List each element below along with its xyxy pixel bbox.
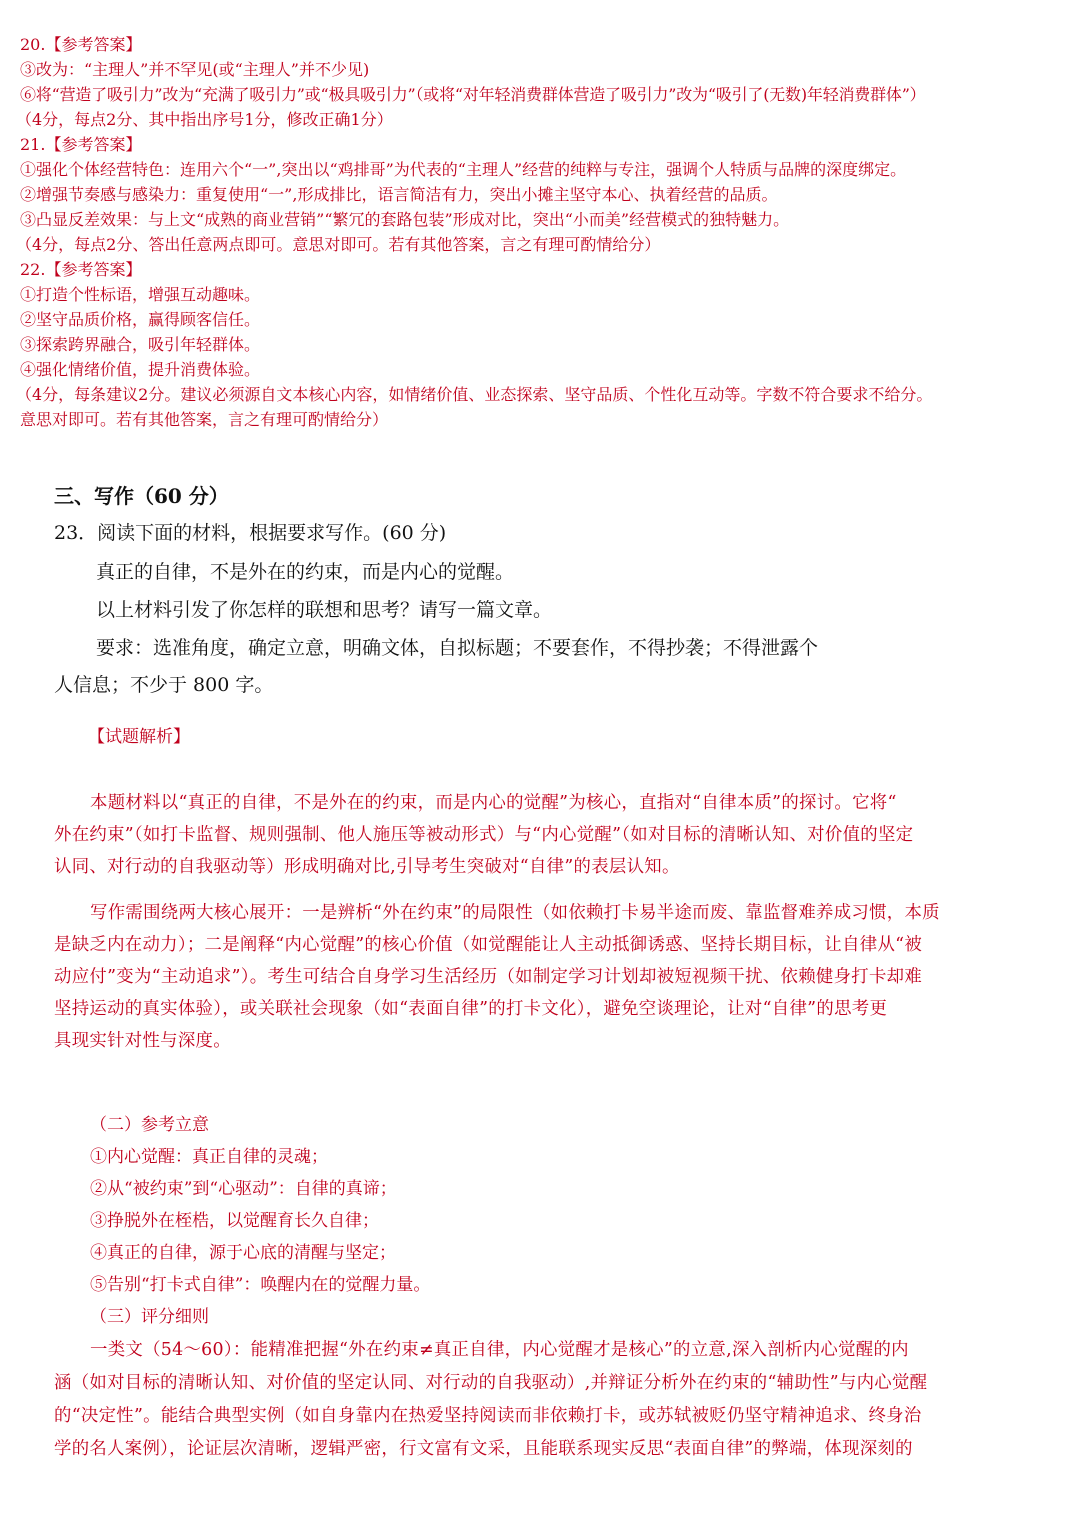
q20-line-1: ③改为：“主理人”并不罕见(或“主理人”并不少见) <box>20 60 370 79</box>
analysis-para2-line-5: 具现实针对性与深度。 <box>54 1031 231 1051</box>
q22-line-3: ③探索跨界融合，吸引年轻群体。 <box>20 335 261 354</box>
q23-requirement-line-2: 人信息；不少于 800 字。 <box>54 674 274 696</box>
analysis-para1-line-2: 外在约束”（如打卡监督、规则强制、他人施压等被动形式）与“内心觉醒”（如对目标的清晰认知、对价值的坚定 <box>54 825 914 845</box>
q23-prompt: 23．阅读下面的材料，根据要求写作。(60 分) <box>54 522 447 544</box>
analysis-para2-line-2: 是缺乏内在动力）；二是阐释“内心觉醒”的核心价值（如觉醒能让人主动抵御诱惑、坚持长期目标，让自律从“被 <box>54 935 923 955</box>
q21-line-2: ②增强节奏感与感染力：重复使用“一”,形成排比，语言简洁有力，突出小摊主坚守本心、执着经营的品质。 <box>20 185 778 204</box>
q21-line-3: ③凸显反差效果：与上文“成熟的商业营销”“繁冗的套路包装”形成对比，突出“小而美”经营模式的独特魅力。 <box>20 210 790 229</box>
theme-item: ⑤告别“打卡式自律”：唤醒内在的觉醒力量。 <box>90 1275 431 1295</box>
q21-line-1: ①强化个体经营特色：连用六个“一”,突出以“鸡排哥”为代表的“主理人”经营的纯粹与专注，强调个人特质与品牌的深度绑定。 <box>20 160 907 179</box>
analysis-para2-line-1: 写作需围绕两大核心展开：一是辨析“外在约束”的局限性（如依赖打卡易半途而废、靠监督难养成习惯，本质 <box>90 903 940 923</box>
analysis-para1-line-1: 本题材料以“真正的自律，不是外在的约束，而是内心的觉醒”为核心，直指对“自律本质”的探讨。它将“ <box>90 793 897 813</box>
analysis-para2-line-4: 坚持运动的真实体验），或关联社会现象（如“表面自律”的打卡文化），避免空谈理论，让对“自律”的思考更 <box>54 999 888 1019</box>
theme-item: ④真正的自律，源于心底的清醒与坚定； <box>90 1243 396 1263</box>
q22-line-2: ②坚守品质价格，赢得顾客信任。 <box>20 310 261 329</box>
q22-line-4: ④强化情绪价值，提升消费体验。 <box>20 360 261 379</box>
q22-line-5: （4分，每条建议2分。建议必须源自文本核心内容，如情绪价值、业态探索、坚守品质、个性化互动等。字数不符合要求不给分。 <box>16 385 933 404</box>
writing-section-title: 三、写作（60 分） <box>54 484 229 508</box>
scoring-line-4: 学的名人案例），论证层次清晰，逻辑严密，行文富有文采，且能联系现实反思“表面自律”的弊端，体现深刻的 <box>54 1439 913 1459</box>
q20-line-2: ⑥将“营造了吸引力”改为“充满了吸引力”或“极具吸引力”（或将“对年轻消费群体营造了吸引力”改为“吸引了(无数)年轻消费群体”） <box>20 85 926 104</box>
theme-item: ②从“被约束”到“心驱动”：自律的真谛； <box>90 1179 397 1199</box>
q20-title: 20.【参考答案】 <box>20 35 142 54</box>
scoring-title: （三）评分细则 <box>90 1307 209 1327</box>
q23-requirement-line-1: 要求：选准角度，确定立意，明确文体，自拟标题；不要套作，不得抄袭；不得泄露个 <box>96 637 819 659</box>
theme-item: ③挣脱外在桎梏，以觉醒育长久自律； <box>90 1211 379 1231</box>
q22-line-1: ①打造个性标语，增强互动趣味。 <box>20 285 261 304</box>
q23-question: 以上材料引发了你怎样的联想和思考？请写一篇文章。 <box>96 599 553 621</box>
analysis-para2-line-3: 动应付”变为“主动追求”）。考生可结合自身学习生活经历（如制定学习计划却被短视频干扰、依赖健身打卡却难 <box>54 967 923 987</box>
scoring-line-2: 涵（如对目标的清晰认知、对价值的坚定认同、对行动的自我驱动）,并辩证分析外在约束的“辅助性”与内心觉醒 <box>54 1373 928 1393</box>
q22-title: 22.【参考答案】 <box>20 260 142 279</box>
analysis-title: 【试题解析】 <box>88 727 190 747</box>
q21-line-4: （4分，每点2分、答出任意两点即可。意思对即可。若有其他答案，言之有理可酌情给分） <box>16 235 661 254</box>
scoring-line-1: 一类文（54～60）：能精准把握“外在约束≠真正自律，内心觉醒才是核心”的立意,深入剖析内心觉醒的内 <box>90 1340 909 1360</box>
themes-title: （二）参考立意 <box>90 1115 209 1135</box>
q22-line-6: 意思对即可。若有其他答案，言之有理可酌情给分） <box>20 410 389 429</box>
q23-material: 真正的自律，不是外在的约束，而是内心的觉醒。 <box>96 561 515 583</box>
scoring-line-3: 的“决定性”。能结合典型实例（如自身靠内在热爱坚持阅读而非依赖打卡，或苏轼被贬仍坚守精神追求、终身治 <box>54 1406 922 1426</box>
theme-item: ①内心觉醒：真正自律的灵魂； <box>90 1147 328 1167</box>
analysis-para1-line-3: 认同、对行动的自我驱动等）形成明确对比,引导考生突破对“自律”的表层认知。 <box>54 857 680 877</box>
q21-title: 21.【参考答案】 <box>20 135 142 154</box>
q20-line-3: （4分，每点2分、其中指出序号1分，修改正确1分） <box>16 110 393 129</box>
